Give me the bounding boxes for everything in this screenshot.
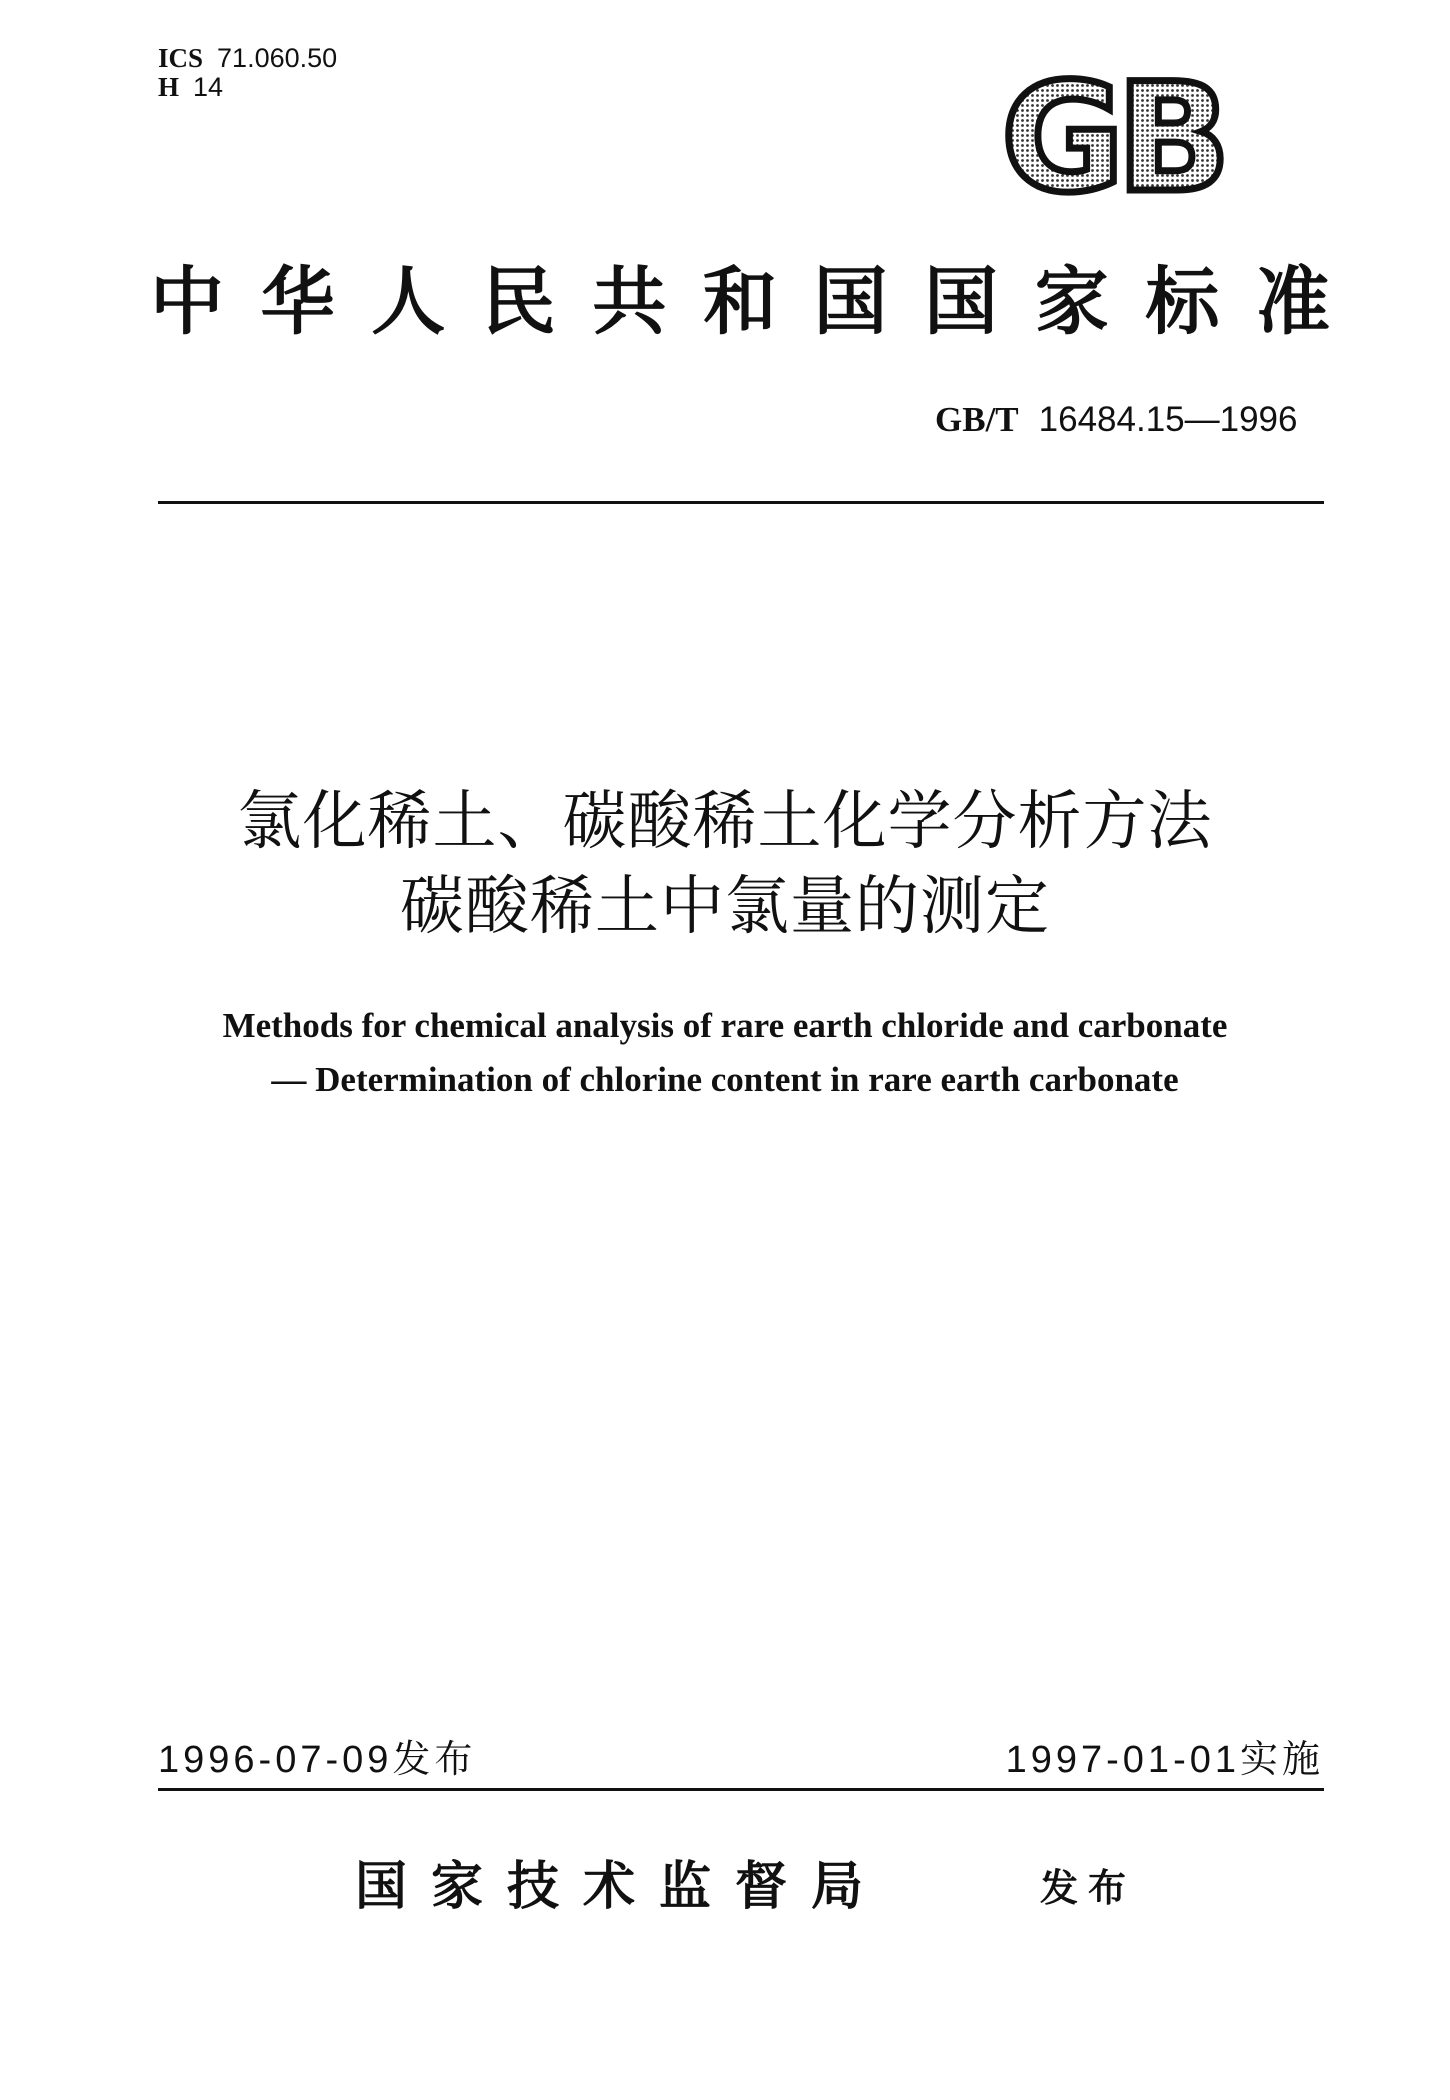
standard-number: [935, 400, 1297, 440]
header-divider: [158, 501, 1324, 504]
title-char: 人: [371, 259, 446, 345]
title-char: 民: [481, 259, 556, 345]
title-char: 国: [813, 259, 888, 345]
chinese-title-line-2: 碳酸稀土中氯量的测定: [400, 870, 1050, 944]
issuing-authority: 国家技术监督局: [355, 1857, 888, 1917]
title-char: 标: [1145, 259, 1220, 345]
english-title-line-1: Methods for chemical analysis of rare earth chloride and carbonate: [222, 1006, 1228, 1045]
implement-date: 1997-01-01实施: [1005, 1739, 1324, 1781]
ics-value: 71.060.50: [217, 43, 338, 73]
title-char: 家: [1034, 259, 1109, 345]
title-char: 共: [592, 259, 667, 345]
english-title-line-2: — Determination of chlorine content in rare earth carbonate: [271, 1060, 1179, 1099]
h-label: H: [158, 72, 180, 102]
issue-date: 1996-07-09发布: [158, 1739, 477, 1781]
ics-label: ICS: [158, 43, 204, 73]
title-char: 和: [702, 259, 777, 345]
title-char: 国: [924, 259, 999, 345]
gb-logo: [985, 68, 1240, 208]
h-value: 14: [193, 72, 224, 102]
standard-number-value: 16484.15—1996: [1038, 400, 1298, 439]
h-row: [158, 73, 337, 102]
classification-codes: [158, 44, 337, 102]
title-char: 准: [1255, 259, 1330, 345]
title-char: 华: [260, 259, 335, 345]
gb-logo-text: GB: [1001, 68, 1223, 208]
date-row: [158, 1738, 1324, 1782]
chinese-title-line-1: 氯化稀土、碳酸稀土化学分析方法: [237, 785, 1213, 859]
standard-prefix: GB/T: [935, 400, 1019, 439]
country-standard-title: [150, 259, 1330, 345]
ics-row: [158, 44, 337, 73]
publish-label: 发布: [1040, 1866, 1137, 1910]
footer-divider: [158, 1788, 1324, 1791]
title-char: 中: [150, 259, 224, 345]
